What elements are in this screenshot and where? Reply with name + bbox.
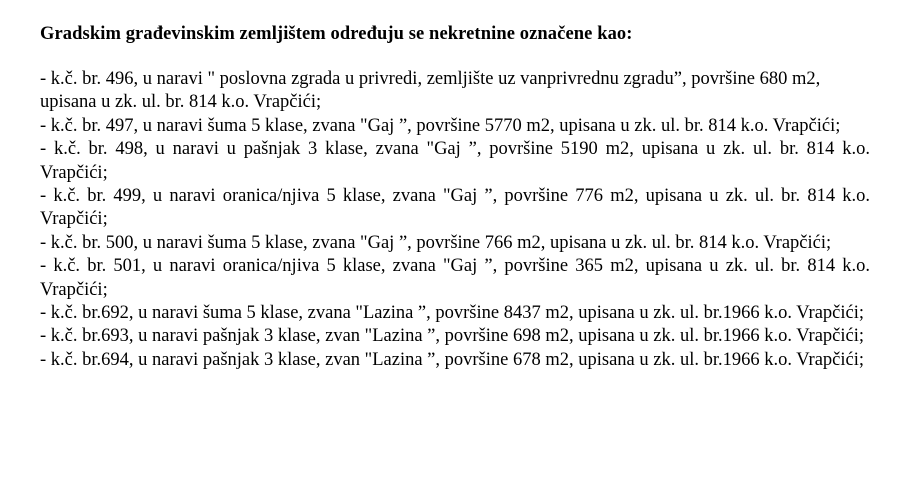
list-item: - k.č. br.693, u naravi pašnjak 3 klase, zvan "Lazina ”, površine 698 m2, upisana u zk. ul. br.1966 k.o. Vrapčići; bbox=[40, 326, 864, 347]
parcel-list bbox=[40, 68, 870, 372]
list-item: - k.č. br.694, u naravi pašnjak 3 klase, zvan "Lazina ”, površine 678 m2, upisana u zk. ul. br.1966 k.o. Vrapčići; bbox=[40, 349, 864, 370]
list-item: - k.č. br. 500, u naravi šuma 5 klase, zvana "Gaj ”, površine 766 m2, upisana u zk. ul. br. 814 k.o. Vrapčići; bbox=[40, 232, 832, 253]
page-title: Gradskim građevinskim zemljištem određuju se nekretnine označene kao: bbox=[40, 24, 633, 44]
list-item: - k.č. br. 501, u naravi oranica/njiva 5 klase, zvana "Gaj ”, površine 365 m2, upisana u zk. ul. br. 814 k.o. Vrapčići; bbox=[40, 256, 870, 300]
list-item: - k.č. br. 498, u naravi u pašnjak 3 klase, zvana "Gaj ”, površine 5190 m2, upisana u zk. ul. br. 814 k.o. Vrapčići; bbox=[40, 139, 870, 183]
list-item: - k.č. br. 497, u naravi šuma 5 klase, zvana "Gaj ”, površine 5770 m2, upisana u zk. ul. br. 814 k.o. Vrapčići; bbox=[40, 115, 841, 136]
list-item: - k.č. br.692, u naravi šuma 5 klase, zvana "Lazina ”, površine 8437 m2, upisana u zk. ul. br.1966 k.o. Vrapčići; bbox=[40, 303, 864, 324]
list-item: - k.č. br. 499, u naravi oranica/njiva 5 klase, zvana "Gaj ”, površine 776 m2, upisana u zk. ul. br. 814 k.o. Vrapčići; bbox=[40, 186, 870, 230]
list-item: - k.č. br. 496, u naravi " poslovna zgrada u privredi, zemljište uz vanprivrednu zgradu”, površine 680 m2, upisana u zk. ul. br. 814 k.o. Vrapčići; bbox=[40, 69, 821, 113]
